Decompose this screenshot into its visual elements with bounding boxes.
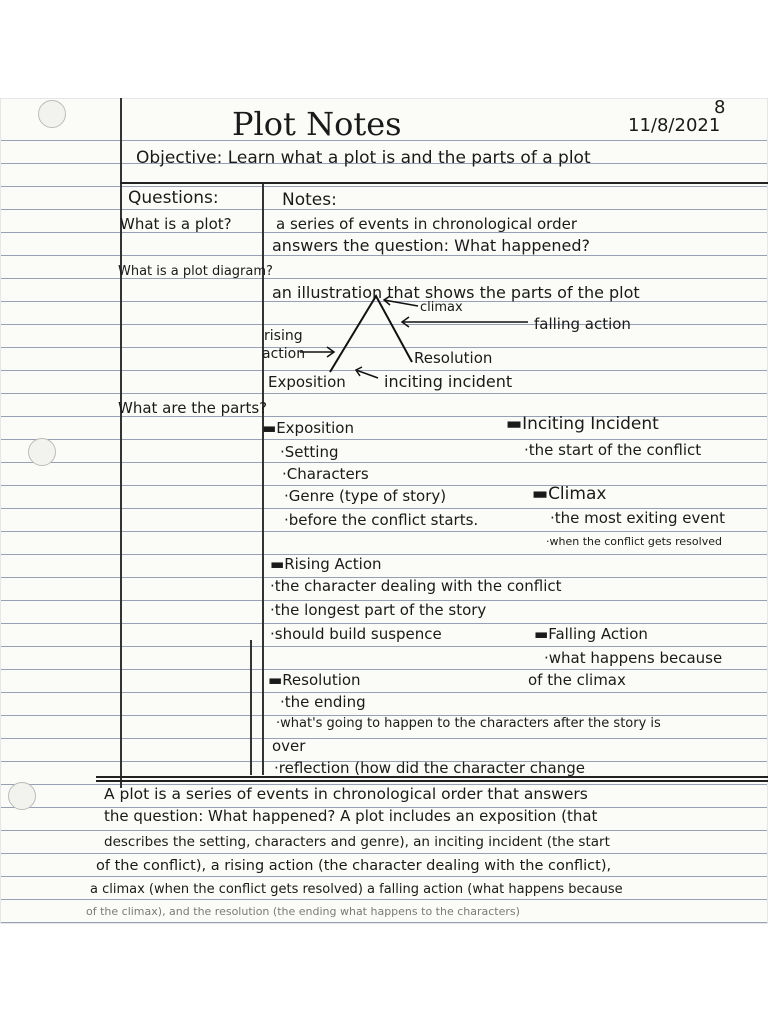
exposition-item-before-conflict: ·before the conflict starts. xyxy=(284,511,479,529)
exposition-item-genre: ·Genre (type of story) xyxy=(284,487,447,505)
rising-action-heading: ▬Rising Action xyxy=(270,555,382,573)
note-plot-diagram: an illustration that shows the parts of the plot xyxy=(272,283,640,302)
climax-heading: ▬Climax xyxy=(532,484,607,504)
falling-action-item-2: of the climax xyxy=(528,671,626,689)
diagram-label-inciting-incident: inciting incident xyxy=(384,372,513,391)
diagram-label-falling-action: falling action xyxy=(534,315,631,333)
resolution-heading: ▬Resolution xyxy=(268,671,361,689)
falling-action-item-1: ·what happens because xyxy=(544,649,723,667)
inciting-incident-item-start: ·the start of the conflict xyxy=(524,441,702,459)
diagram-label-rising-2: action xyxy=(262,346,306,362)
resolution-item-reflection: ·reflection (how did the character change xyxy=(274,759,586,777)
resolution-item-over: over xyxy=(272,737,306,755)
question-what-are-parts: What are the parts? xyxy=(118,399,268,417)
climax-item-most-exciting: ·the most exiting event xyxy=(550,509,725,527)
diagram-label-climax: climax xyxy=(420,300,463,315)
diagram-label-exposition: Exposition xyxy=(268,373,346,391)
note-plot-line-1: a series of events in chronological order xyxy=(276,215,577,233)
rising-action-item-longest: ·the longest part of the story xyxy=(270,601,487,619)
summary-line-6: of the climax), and the resolution (the ending what happens to the characters) xyxy=(86,905,520,918)
question-plot-diagram: What is a plot diagram? xyxy=(118,264,273,279)
exposition-item-setting: ·Setting xyxy=(280,443,339,461)
note-plot-line-2: answers the question: What happened? xyxy=(272,236,591,255)
exposition-heading: ▬Exposition xyxy=(262,419,354,437)
exposition-heading-text: Exposition xyxy=(276,419,354,437)
notes-column-header: Notes: xyxy=(282,190,337,210)
questions-column-header: Questions: xyxy=(128,188,219,208)
falling-action-heading: ▬Falling Action xyxy=(534,625,648,643)
plot-diagram-triangle xyxy=(330,296,412,372)
summary-line-4: of the conflict), a rising action (the character dealing with the conflict), xyxy=(96,858,612,874)
resolution-item-ending: ·the ending xyxy=(280,693,366,711)
summary-line-2: the question: What happened? A plot includes an exposition (that xyxy=(104,807,598,825)
rising-action-item-dealing: ·the character dealing with the conflict xyxy=(270,577,562,595)
resolution-item-characters: ·what's going to happen to the characters after the story is xyxy=(276,716,661,731)
rising-action-item-suspense: ·should build suspence xyxy=(270,625,442,643)
inciting-incident-heading: ▬Inciting Incident xyxy=(506,414,659,434)
page-date: 11/8/2021 xyxy=(628,115,721,136)
page-number: 8 xyxy=(714,97,726,118)
exposition-item-characters: ·Characters xyxy=(282,465,369,483)
summary-line-3: describes the setting, characters and genre), an inciting incident (the start xyxy=(104,834,610,850)
diagram-label-rising-1: rising xyxy=(264,328,303,344)
summary-line-1: A plot is a series of events in chronological order that answers xyxy=(104,785,588,803)
diagram-label-resolution: Resolution xyxy=(414,349,493,367)
question-what-is-plot: What is a plot? xyxy=(120,215,232,233)
climax-item-conflict-resolved: ·when the conflict gets resolved xyxy=(546,535,722,548)
objective-line: Objective: Learn what a plot is and the parts of a plot xyxy=(136,148,591,168)
summary-line-5: a climax (when the conflict gets resolved) a falling action (what happens because xyxy=(90,882,623,897)
page-title: Plot Notes xyxy=(232,105,402,143)
